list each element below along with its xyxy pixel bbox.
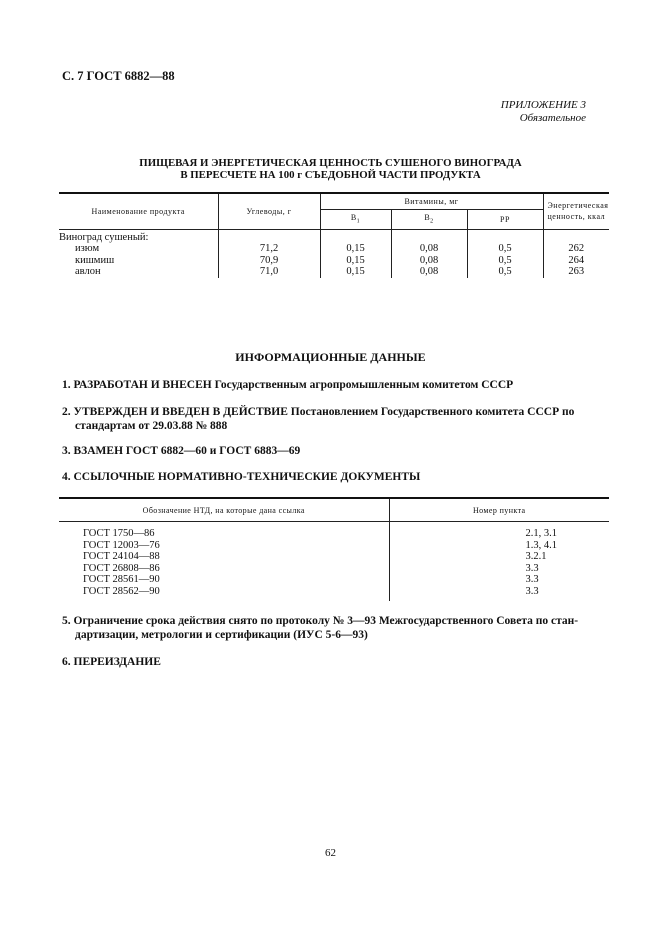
info-item-1-label: 1. РАЗРАБОТАН И ВНЕСЕН [62,379,212,391]
table-title [0,157,661,181]
energy-header-line1: Энергетическая [547,201,609,211]
info-item-5 [62,614,602,642]
annex-subtitle: Обязательное [519,112,586,124]
info-item-5-line2: дартизации, метрологии и сертификации (ИУС 5-6—93) [75,629,368,641]
info-item-2-label: 2. УТВЕРЖДЕН И ВВЕДЕН В ДЕЙСТВИЕ [62,406,288,418]
page-number: 62 [325,847,336,859]
info-item-1-text: Государственным агропромышленным комитетом СССР [214,379,514,391]
info-item-1 [62,378,602,392]
col-header-b2: $B_2$ [391,209,467,229]
table-title-line1: ПИЩЕВАЯ И ЭНЕРГЕТИЧЕСКАЯ ЦЕННОСТЬ СУШЕНОГО ВИНОГРАДА [139,157,522,169]
info-item-4: 4. ССЫЛОЧНЫЕ НОРМАТИВНО-ТЕХНИЧЕСКИЕ ДОКУМЕНТЫ [62,471,421,483]
annex-title: ПРИЛОЖЕНИЕ 3 [500,99,586,111]
col-header-vitamins: Витамины, мг [320,193,543,209]
table-row: ГОСТ 28561—90 3.3 [59,574,609,586]
col-header-carbs: Углеводы, г [218,193,320,229]
table-row: ГОСТ 28562—90 3.3 [59,586,609,602]
info-item-2 [62,405,602,433]
table-row: кишмиш 70,9 0,15 0,08 0,5 264 [59,255,609,267]
col-header-pp: PP [467,209,543,229]
page-header: С. 7 ГОСТ 6882—88 [62,69,175,83]
table-row: ГОСТ 1750—86 2.1, 3.1 [59,522,609,540]
col-header-energy [543,193,609,229]
table-row: авлон 71,0 0,15 0,08 0,5 263 [59,266,609,278]
table-row: ГОСТ 26808—86 3.3 [59,563,609,575]
info-section-title: ИНФОРМАЦИОННЫЕ ДАННЫЕ [235,350,426,364]
info-item-2-text: Постановлением Государственного комитета СССР по [290,406,575,418]
product-group: Виноград сушеный: [59,231,149,243]
annex-label [501,99,586,125]
table-title-line2: В ПЕРЕСЧЕТЕ НА 100 г СЪЕДОБНОЙ ЧАСТИ ПРОДУКТА [180,169,481,181]
col-header-ntd-point: Номер пункта [389,498,609,522]
table-row: ГОСТ 24104—88 3.2.1 [59,551,609,563]
info-item-2-line2: стандартам от 29.03.88 № 888 [75,420,228,432]
ntd-table [59,497,609,601]
nutrition-table [59,192,609,278]
energy-header-line2: ценность, ккал [547,212,606,222]
col-header-product: Наименование продукта [59,193,218,229]
info-item-6: 6. ПЕРЕИЗДАНИЕ [62,656,161,668]
info-item-5-line1: 5. Ограничение срока действия снято по протоколу № 3—93 Межгосударственного Совета по стан- [62,615,579,627]
col-header-ntd-doc: Обозначение НТД, на которые дана ссылка [59,498,389,522]
col-header-b1: $B_1$ [320,209,391,229]
info-item-3: 3. ВЗАМЕН ГОСТ 6882—60 и ГОСТ 6883—69 [62,445,301,457]
table-row: изюм 71,2 0,15 0,08 0,5 262 [59,243,609,255]
table-row: ГОСТ 12003—76 1.3, 4.1 [59,540,609,552]
